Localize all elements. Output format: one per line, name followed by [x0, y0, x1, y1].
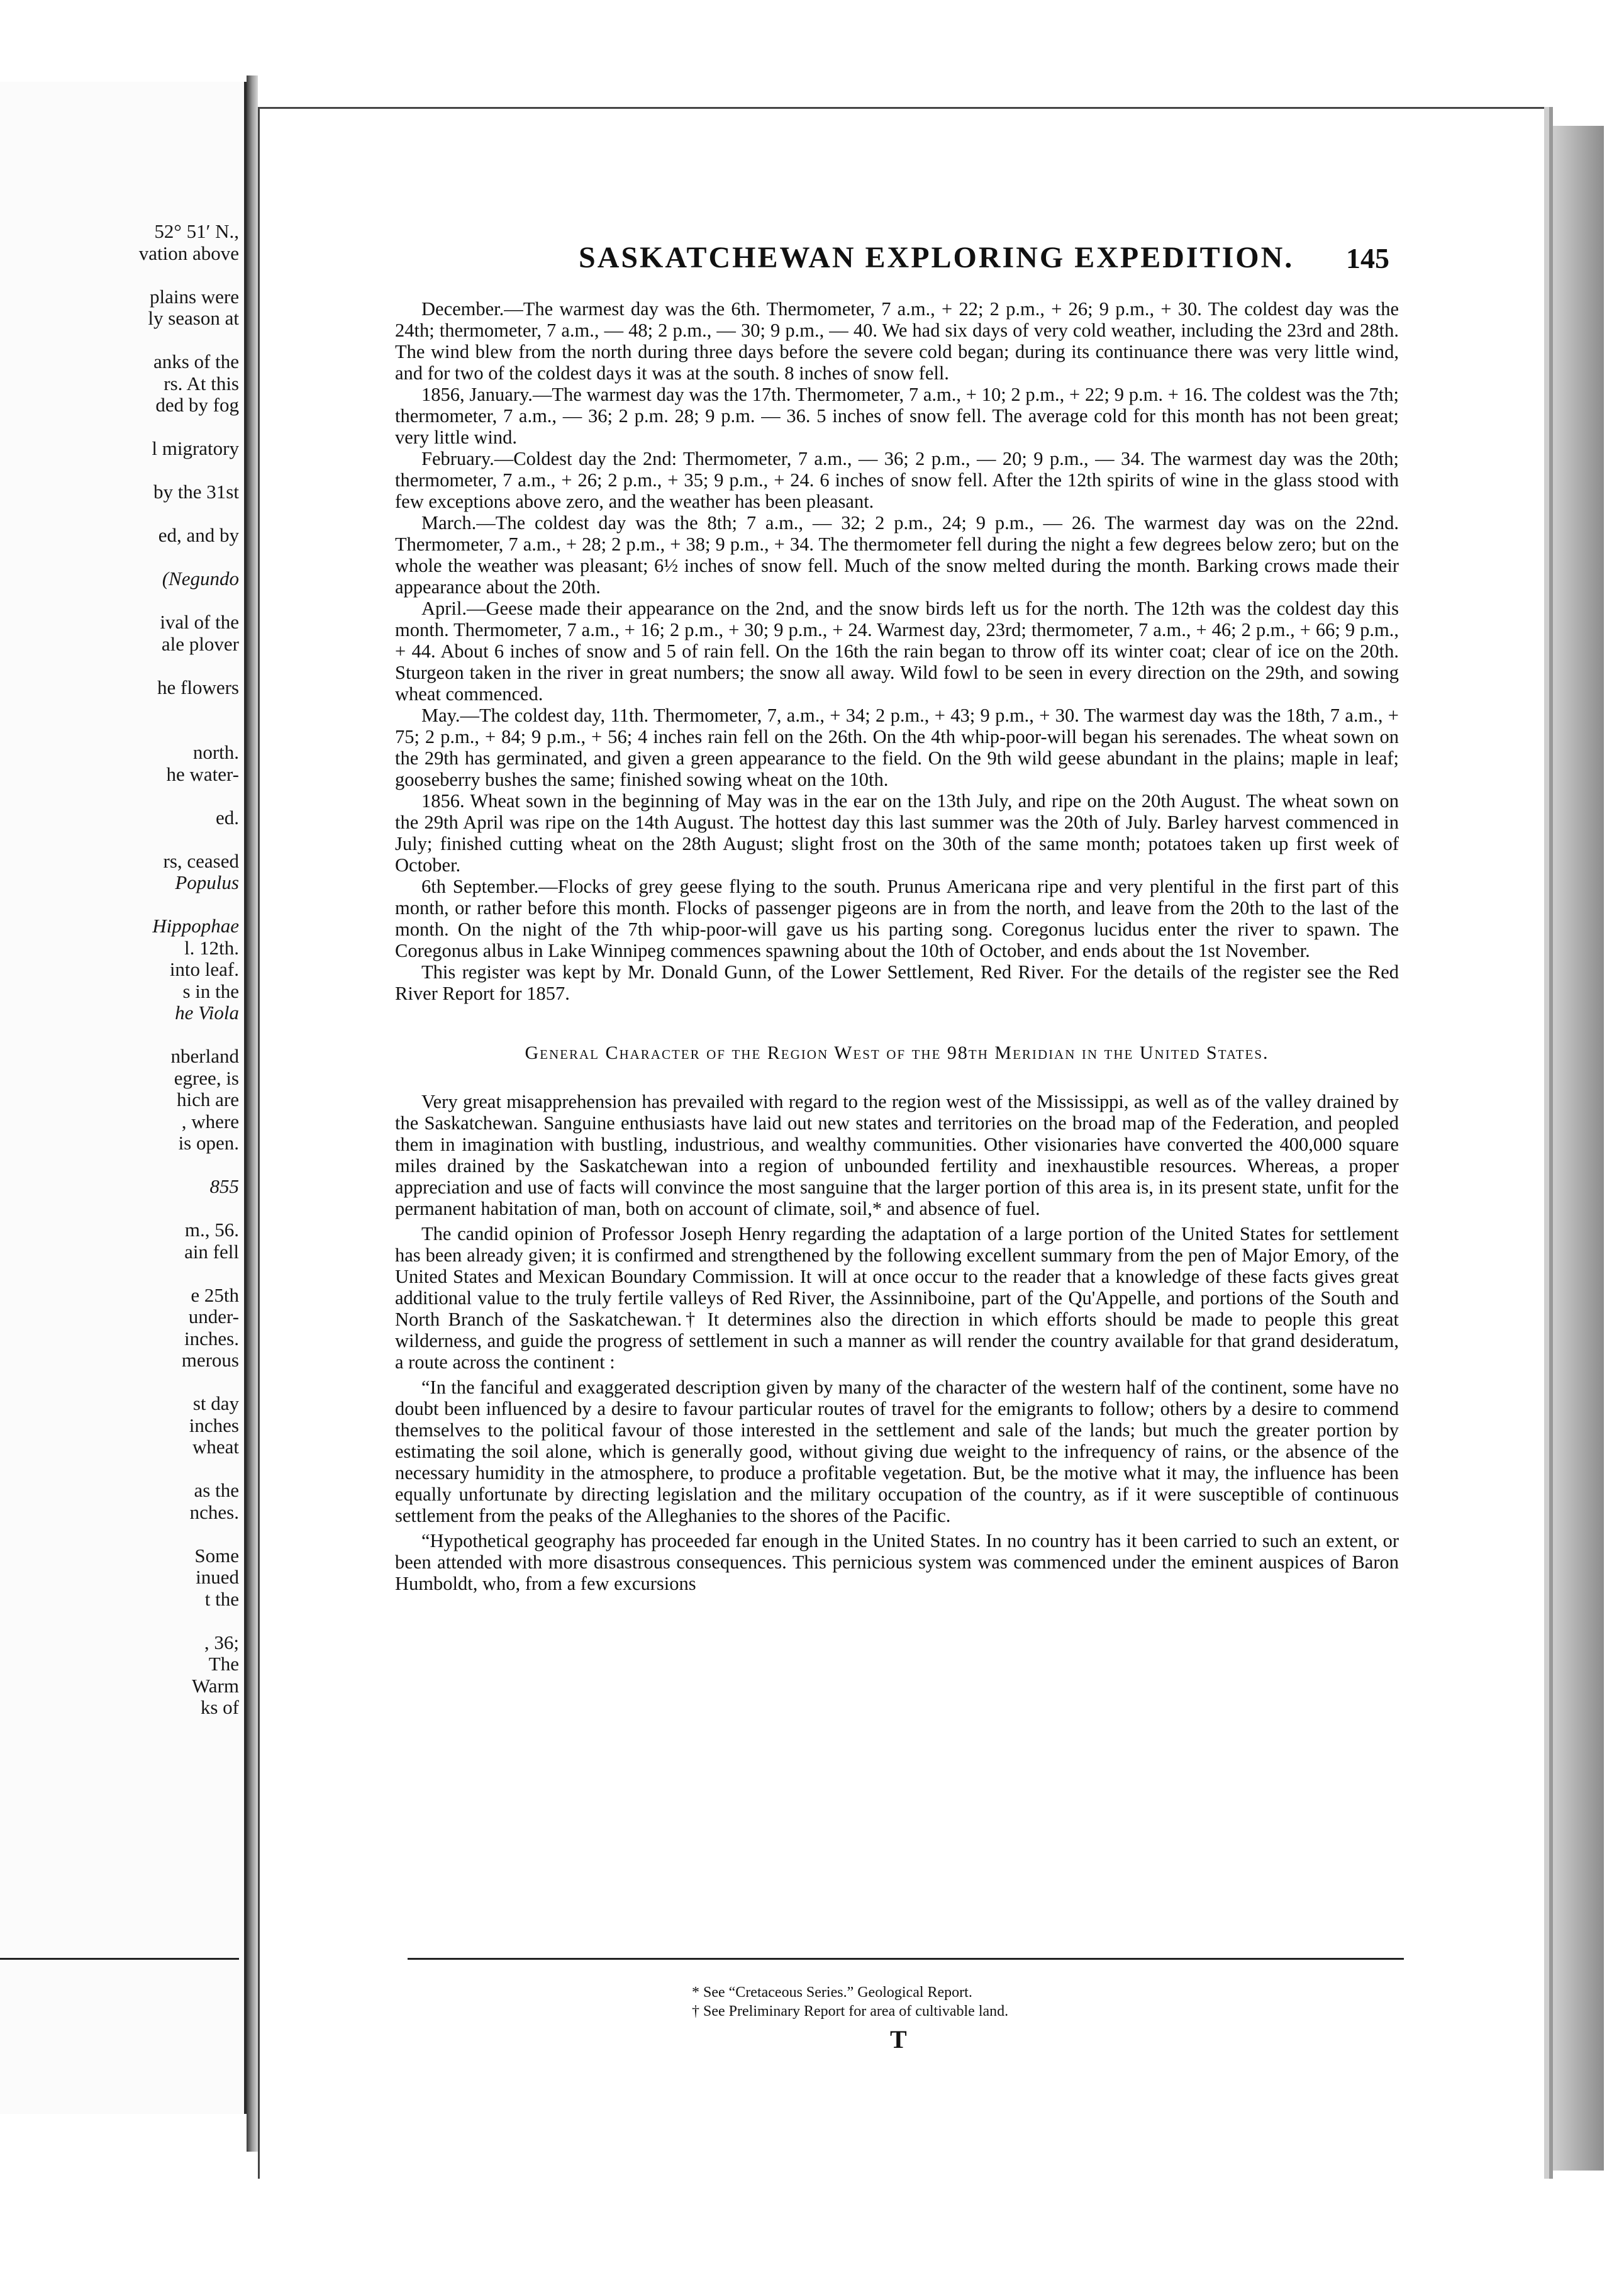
facing-page-line: into leaf. [169, 958, 239, 980]
register-paragraph-harvest-1856: 1856. Wheat sown in the beginning of May was in the ear on the 13th July, and ripe on the 20th August. The wheat sown on the 29th April was ripe on the 14th August. The hottest day this last summer was the 20th of July. Barley harvest commenced in July; finished cutting wheat on the 28th August; slight frost on the 30th of the same month; potatoes taken up first week of October. [395, 790, 1399, 876]
facing-page-line: , where [181, 1110, 239, 1132]
facing-page-line: egree, is [174, 1066, 239, 1089]
facing-page-line: , 36; [204, 1631, 239, 1653]
facing-page-line: m., 56. [184, 1219, 239, 1241]
facing-page-line: merous [181, 1349, 239, 1371]
facing-page-line: ival of the [160, 611, 239, 633]
weather-register [395, 298, 1399, 1004]
facing-page-line: (Negundo [162, 567, 239, 590]
facing-page-line: l. 12th. [184, 936, 239, 959]
facing-page-line: inued [196, 1566, 239, 1588]
facing-page-line: Hippophae [152, 915, 239, 937]
facing-page-line: ed. [215, 806, 239, 829]
register-paragraph-january: 1856, January.—The warmest day was the 17th. Thermometer, 7 a.m., + 10; 2 p.m., + 22; 9 p.m. + 16. The coldest was the 7th; thermometer, 7 a.m., — 36; 2 p.m. 28; 9 p.m. — 36. 5 inches of snow fell. The average cold for this month has not been great; very little wind. [395, 384, 1399, 448]
facing-page-line: inches. [184, 1327, 239, 1350]
facing-page-line: anks of the [153, 350, 239, 372]
facing-page-line: ain fell [184, 1240, 239, 1263]
facing-page-fragment [0, 82, 247, 2114]
facing-page-line: north. [192, 741, 239, 763]
facing-page-line: s in the [182, 980, 239, 1002]
facing-page-line: nberland [170, 1045, 239, 1067]
running-head: SASKATCHEWAN EXPLORING EXPEDITION. [579, 241, 1294, 274]
facing-page-line: plains were [149, 285, 239, 308]
footnote-preliminary-report: † See Preliminary Report for area of cultivable land. [692, 2003, 1009, 2020]
facing-page-line: Some [194, 1544, 239, 1567]
section-paragraph: The candid opinion of Professor Joseph Henry regarding the adaptation of a large portion of the United States for settlement has been already given; it is confirmed and strengthened by the following excellent summary from the pen of Major Emory, of the United States and Mexican Boundary Commission. It will at once occur to the reader that a knowledge of these facts gives great additional value to the truly fertile valleys of Red River, the Assinniboine, part of the Qu'Appelle, and portions of the South and North Branch of the Saskatchewan.† It determines also the direction in which efforts should be made to people this great wilderness, and guide the progress of settlement in such a manner as will render the country available for that grand desideratum, a route across the continent : [395, 1223, 1399, 1373]
facing-page-line: l migratory [152, 437, 239, 459]
facing-page-line: 855 [209, 1175, 239, 1197]
facing-page-line: ded by fog [155, 394, 239, 416]
facing-page-line: nches. [189, 1500, 239, 1523]
body-text [395, 298, 1399, 1598]
facing-page-line: rs, ceased [163, 849, 239, 872]
register-paragraph-may: May.—The coldest day, 11th. Thermometer, 7, a.m., + 34; 2 p.m., + 43; 9 p.m., + 30. The warmest day was the 18th, 7 a.m., + 75; 2 p.m., + 84; 9 p.m., + 56; 4 inches rain fell on the 26th. On the 4th whip-poor-will began his serenades. The wheat sown on the 29th has germinated, and given a green appearance to the field. On the 9th wild geese abundant in the plains; maple in leaf; gooseberry bushes the same; finished sowing wheat on the 10th. [395, 705, 1399, 790]
register-paragraph-march: March.—The coldest day was the 8th; 7 a.m., — 32; 2 p.m., 24; 9 p.m., — 26. The warmest day was on the 22nd. Thermometer, 7 a.m., + 28; 2 p.m., + 38; 9 p.m., + 34. The thermometer fell during the night a few degrees below zero; but on the whole the weather was pleasant; 6½ inches of snow fell. Much of the snow melted during the month. Barking crows made their appearance about the 20th. [395, 512, 1399, 598]
facing-page-line: wheat [192, 1436, 239, 1458]
register-paragraph-december: December.—The warmest day was the 6th. Thermometer, 7 a.m., + 22; 2 p.m., + 26; 9 p.m., + 30. The coldest day was the 24th; thermometer, 7 a.m., — 48; 2 p.m., — 30; 9 p.m., — 40. We had six days of very cold weather, including the 23rd and 28th. The wind blew from the north during three days before the severe cold began; during its continuance there was very little wind, and for two of the coldest days it was at the south. 8 inches of snow fell. [395, 298, 1399, 384]
facing-page-line: ale plover [161, 632, 239, 655]
facing-page-line: rs. At this [164, 372, 239, 394]
facing-page-line: he water- [166, 763, 239, 785]
page-edge-shadow [1535, 126, 1604, 2171]
footnotes [667, 1983, 1233, 2021]
facing-page-line: by the 31st [153, 481, 239, 503]
signature-mark: T [890, 2025, 907, 2054]
register-paragraph-february: February.—Coldest day the 2nd: Thermometer, 7 a.m., — 36; 2 p.m., — 20; 9 p.m., — 34. The warmest day was the 20th; thermometer, 7 a.m., + 26; 2 p.m., + 35; 9 p.m., + 24. 6 inches of snow fell. After the 12th spirits of wine in the glass stood with few exceptions above zero, and the weather has been pleasant. [395, 448, 1399, 512]
facing-page-line: ed, and by [158, 524, 239, 546]
facing-page-line: The [208, 1653, 239, 1675]
section-body [395, 1091, 1399, 1594]
page-number: 145 [1346, 242, 1389, 274]
quoted-paragraph: “In the fanciful and exaggerated description given by many of the character of the western half of the continent, some have no doubt been influenced by a desire to favour particular routes of travel for the emigrants to follow; others by a desire to commend themselves to the political favour of those interested in the settlement and sale of the lands; but much the greater portion by estimating the soil alone, which is generally good, without giving due weight to the infrequency of rains, or the absence of the necessary humidity in the atmosphere, to produce a profitable vegetation. But, be the motive what it may, the influence has been equally unfortunate by directing legislation and the military occupation of the country, as if it were susceptible of continuous settlement from the peaks of the Alleghanies to the shores of the Pacific. [395, 1377, 1399, 1526]
facing-page-line: is open. [178, 1132, 239, 1154]
footnote-cretaceous: * See “Cretaceous Series.” Geological Report. [692, 1984, 972, 2001]
section-heading: General Character of the Region West of the 98th Meridian in the United States. [525, 1042, 1269, 1063]
facing-page-line: vation above [138, 242, 239, 264]
facing-page-line: he Viola [175, 1002, 239, 1024]
facing-page-line: under- [188, 1305, 239, 1327]
facing-page-line: inches [189, 1414, 239, 1436]
quoted-paragraph: “Hypothetical geography has proceeded far enough in the United States. In no country has it been carried to such an extent, or been attended with more disastrous consequences. This pernicious system was commenced under the eminent auspices of Baron Humboldt, who, from a few excursions [395, 1530, 1399, 1594]
facing-page-line: ks of [200, 1696, 239, 1718]
facing-page-line: he flowers [157, 676, 239, 698]
facing-page-rule [0, 1958, 239, 1960]
footnote-rule [408, 1958, 1404, 1960]
facing-page-line: t the [204, 1587, 239, 1610]
facing-page-line: as the [194, 1479, 239, 1501]
facing-page-line: Populus [175, 871, 239, 893]
facing-page-line: e 25th [191, 1283, 239, 1306]
facing-page-line: Warm [192, 1674, 239, 1697]
facing-page-line: hich are [177, 1088, 239, 1110]
section-paragraph: Very great misapprehension has prevailed with regard to the region west of the Mississippi, as well as of the valley drained by the Saskatchewan. Sanguine enthusiasts have laid out new states and territories on the broad map of the Federation, and peopled them in imagination with bustling, industrious, and wealthy communities. Other visionaries have converted the 400,000 square miles drained by the Saskatchewan into a region of unbounded fertility and inexhaustible resources. Whereas, a proper appreciation and use of facts will convince the most sanguine that the larger portion of this area is, in its present state, unfit for the permanent habitation of man, both on account of climate, soil,* and absence of fuel. [395, 1091, 1399, 1219]
register-paragraph-april: April.—Geese made their appearance on the 2nd, and the snow birds left us for the north. The 12th was the coldest day this month. Thermometer, 7 a.m., + 16; 2 p.m., + 30; 9 p.m., + 24. Warmest day, 23rd; thermometer, 7 a.m., + 46; 2 p.m., + 66; 9 p.m., + 44. About 6 inches of snow and 5 of rain fell. On the 16th the rain began to throw off its winter coat; clear of ice on the 20th. Sturgeon taken in the river in great numbers; the snow all away. Wild fowl to be seen in every direction on the 29th, and sowing wheat commenced. [395, 598, 1399, 705]
register-paragraph-source: This register was kept by Mr. Donald Gunn, of the Lower Settlement, Red River. For the details of the register see the Red River Report for 1857. [395, 961, 1399, 1004]
facing-page-line: 52° 51′ N., [154, 220, 239, 242]
register-paragraph-september: 6th September.—Flocks of grey geese flying to the south. Prunus Americana ripe and very plentiful in the first part of this month, or rather before this month. Flocks of passenger pigeons are in from the north, and leave from the 20th to the last of the month. On the night of the 7th whip-poor-will gave us his parting song. Coregonus lucidus enter the river to spawn. The Coregonus albus in Lake Winnipeg commences spawning about the 10th of October, and ends about the 1st November. [395, 876, 1399, 961]
facing-page-line: ly season at [148, 307, 239, 329]
facing-page-line: st day [192, 1392, 239, 1414]
book-gutter [247, 75, 258, 2152]
